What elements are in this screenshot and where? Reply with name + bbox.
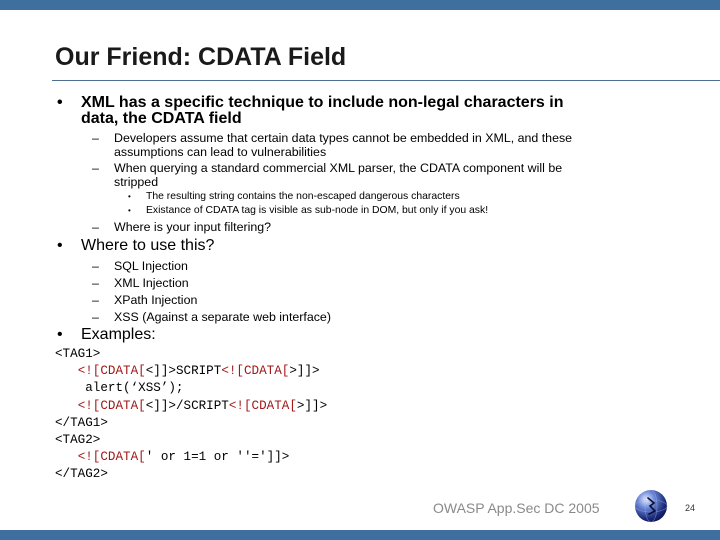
dash-mark: – bbox=[92, 276, 99, 290]
sub-bullet-text: XSS (Against a separate web interface) bbox=[114, 310, 331, 324]
cdata-open: <![CDATA[ bbox=[228, 398, 297, 413]
code-example bbox=[55, 346, 327, 484]
cdata-close: ]]> bbox=[266, 450, 290, 465]
sub-bullet-line1: Developers assume that certain data types cannot be embedded in XML, and these bbox=[114, 131, 573, 145]
slide-title: Our Friend: CDATA Field bbox=[55, 43, 347, 71]
dash-mark: – bbox=[92, 293, 99, 307]
sub-bullet-text: SQL Injection bbox=[114, 259, 188, 273]
sub-bullet-querying bbox=[92, 161, 692, 189]
sub-bullet-text: Where is your input filtering? bbox=[114, 220, 272, 234]
sub-bullet-xml-injection bbox=[92, 276, 492, 290]
bullet-text-line1: XML has a specific technique to include non-legal characters in bbox=[81, 94, 564, 111]
code-indent bbox=[55, 364, 78, 378]
bullet-text-line2: data, the CDATA field bbox=[81, 110, 242, 127]
bullet-mark: • bbox=[128, 192, 131, 201]
sub-bullet-line1: When querying a standard commercial XML parser, the CDATA component will be bbox=[114, 161, 563, 175]
bullet-mark: • bbox=[57, 94, 63, 111]
subsub-bullet-resulting-string bbox=[128, 191, 628, 203]
sub-bullet-input-filtering bbox=[92, 220, 492, 234]
sub-bullet-text: XPath Injection bbox=[114, 293, 198, 307]
subsub-bullet-existance bbox=[128, 205, 628, 217]
cdata-content: >]]> bbox=[289, 364, 320, 379]
dash-mark: – bbox=[92, 161, 99, 175]
code-text: alert(‘XSS’); bbox=[85, 381, 184, 396]
code-line: <TAG1> bbox=[55, 347, 101, 361]
sub-bullet-text: XML Injection bbox=[114, 276, 189, 290]
code-indent bbox=[55, 381, 85, 395]
footer-conference-text: OWASP App.Sec DC 2005 bbox=[433, 500, 600, 516]
bullet-xml-technique bbox=[57, 95, 657, 131]
cdata-open: <![CDATA[ bbox=[77, 364, 146, 379]
code-line: </TAG1> bbox=[55, 415, 108, 430]
page-number: 24 bbox=[685, 503, 696, 513]
bullet-text: Where to use this? bbox=[81, 237, 215, 254]
code-line bbox=[55, 449, 327, 466]
top-bar bbox=[0, 0, 720, 10]
cdata-content: <]]> bbox=[145, 398, 176, 413]
code-indent bbox=[55, 450, 78, 464]
code-text: /SCRIPT bbox=[175, 398, 229, 413]
cdata-content: >]]> bbox=[296, 398, 328, 413]
sub-bullet-xpath-injection bbox=[92, 293, 492, 307]
bullet-where-to-use bbox=[57, 238, 357, 256]
sub-bullet-line2: stripped bbox=[114, 175, 159, 189]
dash-mark: – bbox=[92, 259, 99, 273]
cdata-content: <]]> bbox=[145, 364, 176, 379]
code-line bbox=[55, 398, 327, 415]
owasp-globe-logo bbox=[634, 489, 668, 523]
dash-mark: – bbox=[92, 310, 99, 324]
code-text: SCRIPT bbox=[175, 364, 222, 379]
sub-bullet-sql-injection bbox=[92, 259, 492, 273]
sub-bullet-line2: assumptions can lead to vulnerabilities bbox=[114, 145, 327, 159]
code-indent bbox=[55, 399, 78, 413]
cdata-content: ' or 1=1 or ''=' bbox=[145, 450, 267, 465]
sub-bullet-xss bbox=[92, 310, 492, 324]
subsub-bullet-text: Existance of CDATA tag is visible as sub-node in DOM, but only if you ask! bbox=[146, 205, 489, 216]
bullet-examples bbox=[57, 327, 357, 345]
bullet-mark: • bbox=[57, 237, 63, 254]
dash-mark: – bbox=[92, 131, 99, 145]
code-line bbox=[55, 363, 327, 380]
code-line: </TAG2> bbox=[55, 467, 108, 482]
subsub-bullet-text: The resulting string contains the non-escaped dangerous characters bbox=[146, 191, 460, 202]
bullet-text: Examples: bbox=[81, 326, 156, 343]
sub-bullet-developers bbox=[92, 131, 692, 159]
cdata-open: <![CDATA[ bbox=[77, 398, 146, 413]
dash-mark: – bbox=[92, 220, 99, 234]
bullet-mark: • bbox=[57, 326, 63, 343]
cdata-open: <![CDATA[ bbox=[221, 364, 290, 379]
bottom-bar bbox=[0, 530, 720, 540]
code-line bbox=[55, 380, 327, 397]
code-line: <TAG2> bbox=[55, 432, 101, 447]
cdata-open: <![CDATA[ bbox=[77, 450, 146, 465]
bullet-mark: • bbox=[128, 206, 131, 215]
title-underline bbox=[52, 80, 720, 81]
